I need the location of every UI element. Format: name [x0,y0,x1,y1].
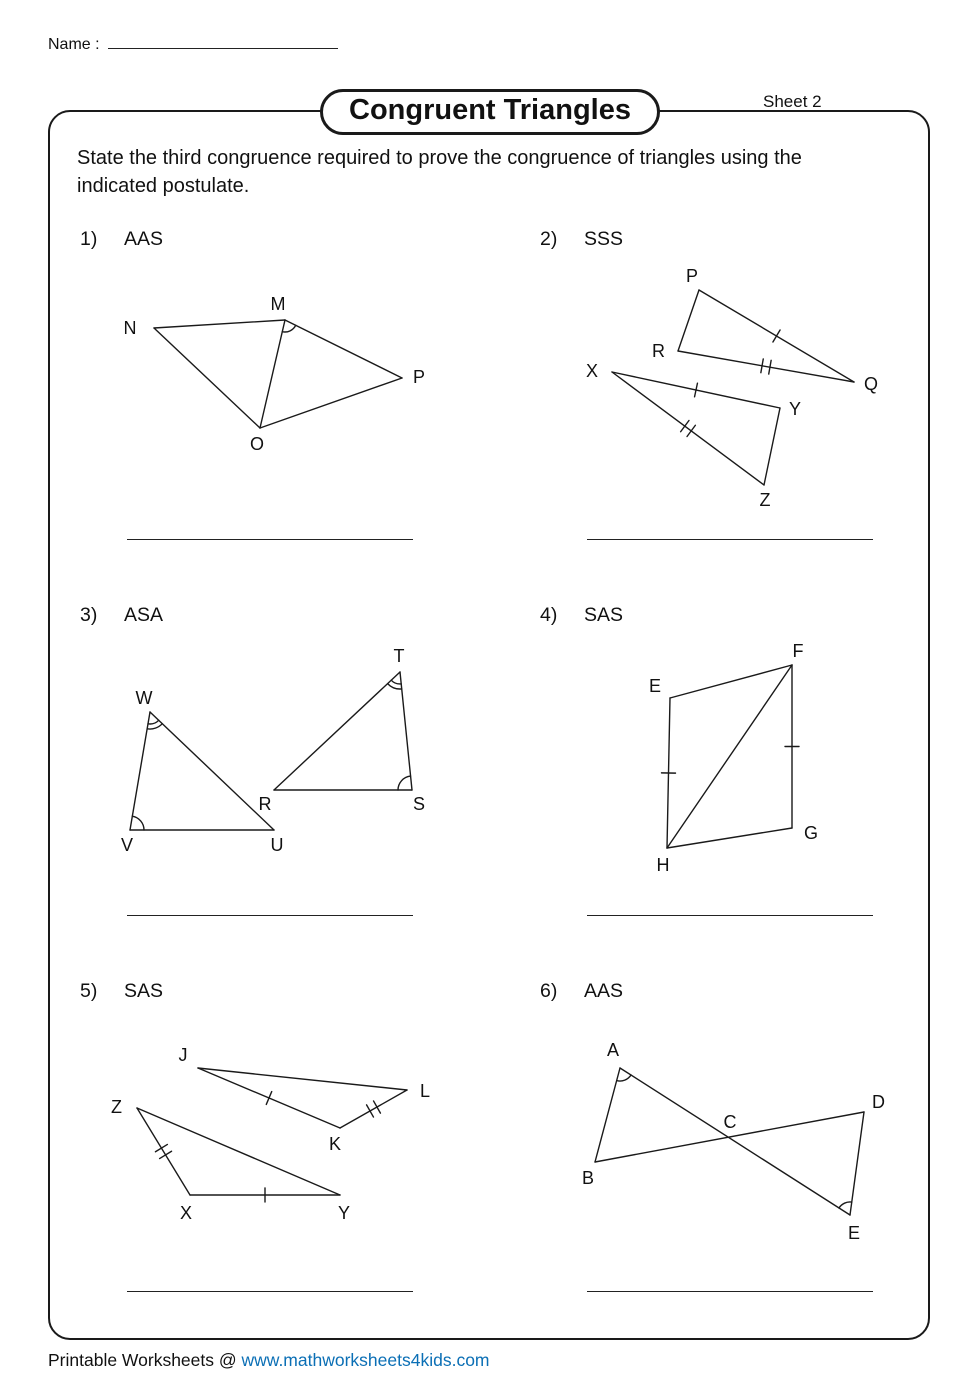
vertex-label: X [585,361,598,381]
vertex-label: R [258,794,272,814]
vertex-label: H [656,855,670,875]
vertex-label: B [581,1168,595,1188]
vertex-label: P [413,367,426,387]
problem-number: 5) [80,980,98,1002]
worksheet-body [48,110,930,1340]
vertex-label: Q [864,374,879,394]
tick-mark [266,1092,271,1105]
answer-blank-line [587,1291,873,1292]
answer-blank-line [127,915,413,916]
problem-2-header [532,228,932,254]
tick-mark [773,330,780,342]
angle-arc [132,816,144,830]
vertex-label: D [872,1092,885,1112]
problem-number: 2) [540,228,558,250]
problem-5 [72,980,472,1302]
vertex-label: Z [111,1097,122,1117]
angle-arc [148,720,159,724]
vertex-label: P [685,266,699,286]
triangle-edges [137,1068,407,1195]
vertex-label: S [412,794,426,814]
answer-blank-line [587,539,873,540]
triangle-edges [612,290,854,485]
vertex-label: W [135,688,153,708]
vertex-label: Z [759,490,771,510]
vertex-label: T [393,646,405,666]
problem-5-header [72,980,472,1006]
answer-blank-line [127,539,413,540]
problem-3 [72,604,472,926]
problem-number: 6) [540,980,558,1002]
vertex-label: G [804,823,819,843]
postulate-label: AAS [584,980,624,1002]
sheet-number: Sheet 2 [763,92,822,111]
vertex-label: L [420,1081,431,1101]
problem-6-header [532,980,932,1006]
diagram-6 [532,1008,932,1248]
vertex-label: U [270,835,284,855]
vertex-label: J [178,1045,188,1065]
vertex-label: R [652,341,665,361]
problem-4-header [532,604,932,630]
vertex-label: Y [337,1203,351,1223]
angle-arc [839,1202,852,1208]
diagram-1 [72,256,472,476]
vertex-label: Y [789,399,802,419]
vertex-label: M [270,294,286,314]
vertex-label: N [123,318,137,338]
postulate-label: SSS [584,228,624,250]
problem-1 [72,228,472,550]
postulate-label: SAS [584,604,624,626]
instructions-text: State the third congruence required to prove the congruence of triangles using the indicated postulate. [77,147,802,197]
postulate-label: ASA [124,604,164,626]
vertex-label: V [120,835,134,855]
triangle-edges [595,1068,864,1215]
name-blank-line [108,34,338,49]
answer-blank-line [587,915,873,916]
vertex-label: F [792,641,804,661]
triangle-edges [154,320,402,428]
problem-1-header [72,228,472,254]
vertex-label: C [723,1112,737,1132]
diagram-2 [532,256,932,518]
problem-number: 4) [540,604,558,626]
problem-6 [532,980,932,1302]
angle-arc [282,325,295,332]
problem-number: 1) [80,228,98,250]
footer-text: Printable Worksheets @ [48,1350,242,1370]
vertex-label: O [249,434,265,454]
diagram-5 [72,1008,472,1228]
problem-2 [532,228,932,550]
angle-arc [617,1075,631,1081]
worksheet-title-badge [320,89,660,135]
diagram-3 [72,632,472,862]
vertex-label: E [847,1223,861,1243]
footer-link[interactable]: www.mathworksheets4kids.com [241,1350,490,1370]
problem-4 [532,604,932,926]
answer-blank-line [127,1291,413,1292]
vertex-label: E [648,676,662,696]
angle-arc [398,776,411,790]
vertex-label: K [328,1134,342,1154]
problem-number: 3) [80,604,98,626]
name-label: Name : [48,36,100,53]
angle-arc [391,680,401,684]
diagram-4 [532,632,932,882]
worksheet-title: Congruent Triangles [349,94,631,126]
footer [48,1350,490,1371]
name-row [48,34,338,54]
vertex-label: X [179,1203,193,1223]
problem-3-header [72,604,472,630]
vertex-label: A [606,1040,620,1060]
postulate-label: AAS [124,228,164,250]
triangle-edges [667,665,792,848]
postulate-label: SAS [124,980,164,1002]
